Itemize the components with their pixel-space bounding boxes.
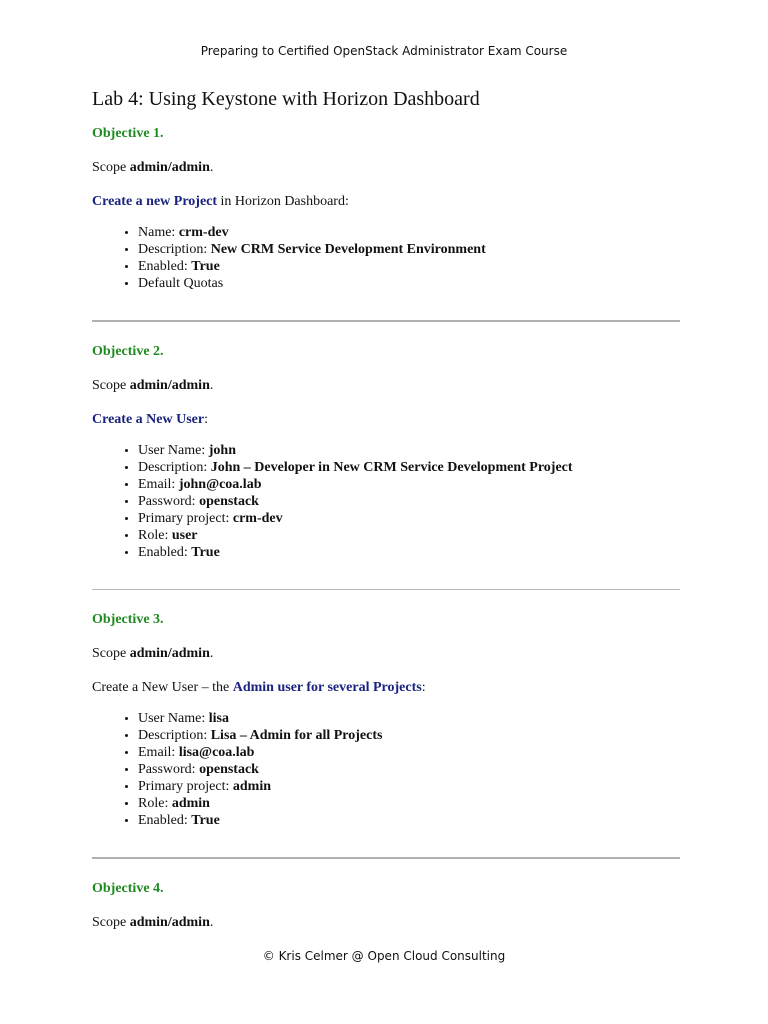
list-item: • Enabled: True (138, 544, 680, 561)
objective-heading: Objective 2. (92, 344, 164, 359)
task-line: Create a New User: (92, 412, 208, 427)
section-divider (92, 589, 680, 590)
task-line: Create a new Project in Horizon Dashboard: (92, 194, 349, 209)
objective-heading: Objective 1. (92, 126, 164, 141)
task-link: Create a New User (92, 412, 205, 427)
scope-line: Scope admin/admin. (92, 160, 214, 175)
list-item: • Primary project: crm-dev (138, 510, 680, 527)
list-item: • Description: New CRM Service Development Environment (138, 241, 680, 258)
scope-line: Scope admin/admin. (92, 915, 214, 930)
scope-line: Scope admin/admin. (92, 378, 214, 393)
scope-value: admin/admin (129, 160, 210, 175)
objective-heading: Objective 4. (92, 881, 164, 896)
page-header: Preparing to Certified OpenStack Administrator Exam Course (200, 44, 568, 58)
list-item: • Enabled: True (138, 812, 680, 829)
list-item: • Enabled: True (138, 258, 680, 275)
objective-2-list (92, 442, 680, 561)
scope-value: admin/admin (129, 646, 210, 661)
objective-4-section (92, 879, 680, 933)
objective-3-section (92, 610, 680, 829)
scope-value: admin/admin (129, 915, 210, 930)
list-item: • Description: John – Developer in New CRM Service Development Project (138, 459, 680, 476)
task-link: Admin user for several Projects (232, 680, 422, 695)
objective-heading: Objective 3. (92, 612, 164, 627)
list-item: • Email: john@coa.lab (138, 476, 680, 493)
task-line: Create a New User – the Admin user for several Projects: (92, 680, 426, 695)
list-item: • Default Quotas (138, 275, 680, 292)
objective-3-list (92, 710, 680, 829)
list-item: • Description: Lisa – Admin for all Projects (138, 727, 680, 744)
scope-value: admin/admin (129, 378, 210, 393)
list-item: • Role: admin (138, 795, 680, 812)
scope-line: Scope admin/admin. (92, 646, 214, 661)
list-item: • Password: openstack (138, 761, 680, 778)
page-footer: © Kris Celmer @ Open Cloud Consulting (262, 949, 506, 963)
list-item: • Primary project: admin (138, 778, 680, 795)
section-divider (92, 857, 680, 859)
list-item: • Role: user (138, 527, 680, 544)
task-link: Create a new Project (92, 194, 218, 209)
list-item: • Email: lisa@coa.lab (138, 744, 680, 761)
document-body (92, 86, 680, 933)
section-divider (92, 320, 680, 322)
lab-title: Lab 4: Using Keystone with Horizon Dashboard (92, 88, 480, 110)
list-item: • Name: crm-dev (138, 224, 680, 241)
objective-2-section (92, 342, 680, 561)
list-item: • User Name: lisa (138, 710, 680, 727)
list-item: • User Name: john (138, 442, 680, 459)
objective-1-section (92, 124, 680, 292)
list-item: • Password: openstack (138, 493, 680, 510)
objective-1-list (92, 224, 680, 292)
